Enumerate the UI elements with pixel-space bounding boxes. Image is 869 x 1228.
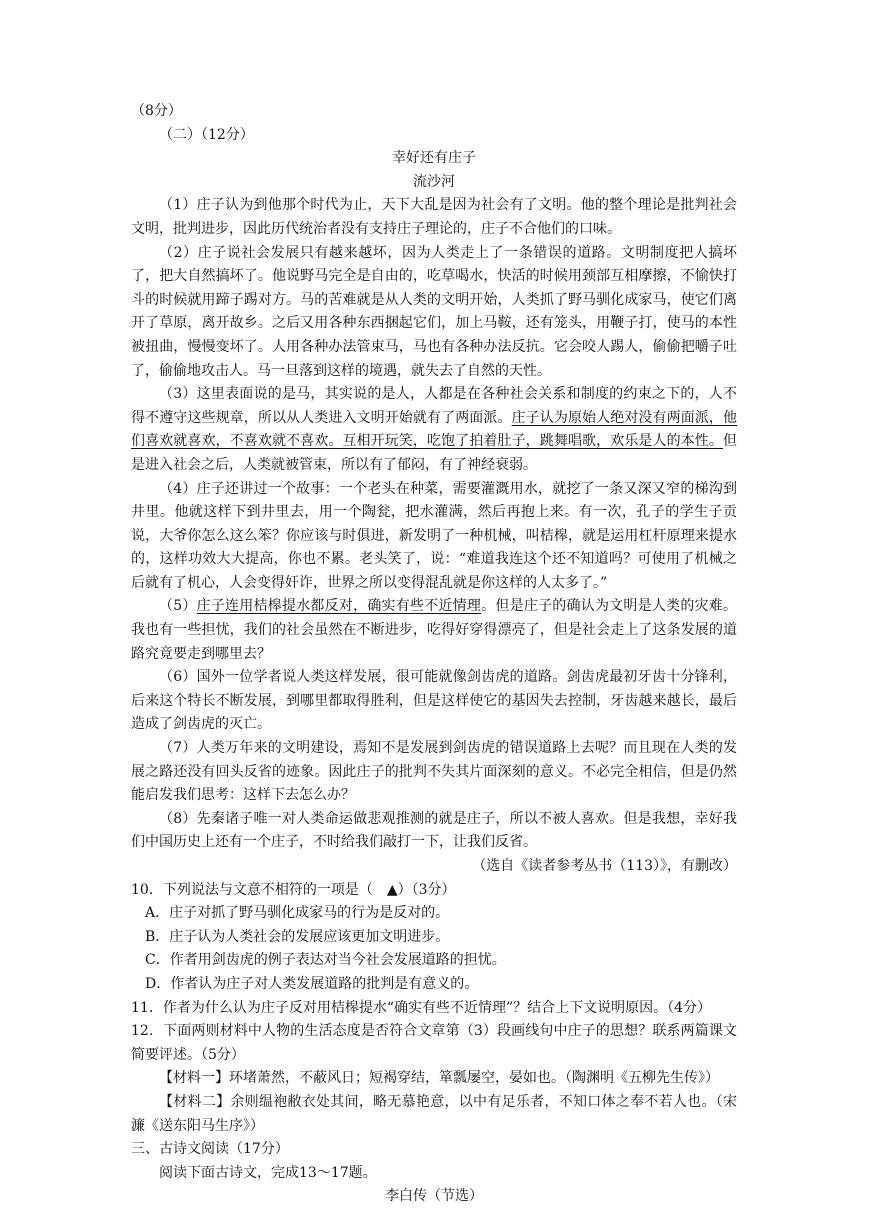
article-paragraph-1: （1）庄子认为到他那个时代为止，天下大乱是因为社会有了文明。他的整个理论是批判社会文明，批判进步，因此历代统治者没有支持庄子理论的，庄子不合他们的口味。 bbox=[131, 197, 737, 237]
p5-underlined-sentence: 庄子连用桔槔提水都反对，确实有些不近情理 bbox=[196, 598, 482, 615]
article-source: （选自《读者参考丛书（113）》，有删改） bbox=[472, 858, 737, 874]
question-10-option-c: C．作者用剑齿虎的例子表达对当今社会发展道路的担忧。 bbox=[145, 952, 506, 969]
section-3-header: 三、古诗文阅读（17分） bbox=[131, 1141, 289, 1158]
p3-text-after: 但是进入社会之后，人类就被管束，所以有了郁闷，有了神经衰弱。 bbox=[131, 433, 737, 473]
question-10-stem: 10．下列说法与文意不相符的一项是（ ▲）（3分） bbox=[131, 881, 456, 898]
previous-score: （8分） bbox=[131, 103, 182, 119]
section-2-header: （二）（12分） bbox=[159, 126, 254, 143]
article-paragraph-4: （4）庄子还讲过一个故事：一个老头在种菜，需要灌溉用水，就挖了一条又深又窄的梯沟到井里。他就这样下到井里去，用一个陶瓮，把水灌满，然后再抱上来。有一次，孔子的学生子贡说，大爷你怎么这么笨？你应该与时俱进，新发明了一种机械，叫桔槔，就是运用杠杆原理来提水的，这样功效大大提高，你也不累。老头笑了，说：“难道我连这个还不知道吗？可使用了机械之后就有了机心，人会变得奸诈，世界之所以变得混乱就是你这样的人太多了。” bbox=[131, 480, 737, 591]
poem-passage-title: 李白传（节选） bbox=[385, 1188, 483, 1205]
article-paragraph-8: （8）先秦诸子唯一对人类命运做悲观推测的就是庄子，所以不被人喜欢。但是我想，幸好我们中国历史上还有一个庄子，不时给我们敲打一下，让我们反省。 bbox=[131, 810, 737, 851]
question-10-option-a: A．庄子对抓了野马驯化成家马的行为是反对的。 bbox=[145, 905, 450, 922]
question-11: 11．作者为什么认为庄子反对用桔槔提水“确实有些不近情理”？结合上下文说明原因。（4分） bbox=[131, 999, 712, 1016]
article-paragraph-7: （7）人类万年来的文明建设，焉知不是发展到剑齿虎的错误道路上去呢？而且现在人类的发展之路还没有回头反省的迹象。因此庄子的批判不失其片面深刻的意义。不必完全相信，但是仍然能启发我们思考：这样下去怎么办？ bbox=[131, 740, 737, 804]
material-1: 【材料一】环堵萧然，不蔽风日；短褐穿结，箪瓢屡空，晏如也。（陶渊明《五柳先生传》） bbox=[159, 1070, 719, 1087]
section-3-instruction: 阅读下面古诗文，完成13～17题。 bbox=[159, 1164, 377, 1181]
article-author: 流沙河 bbox=[413, 173, 455, 190]
p5-text-after: 。但是庄子的确认为文明是人类的灾难。我也有一些担忧，我们的社会虽然在不断进步，吃得好穿得漂亮了，但是社会走上了这条发展的道路究竟要走到哪里去？ bbox=[131, 598, 737, 662]
question-12: 12．下面两则材料中人物的生活态度是否符合文章第（3）段画线句中庄子的思想？联系两篇课文简要评述。（5分） bbox=[131, 1023, 737, 1063]
article-paragraph-3 bbox=[131, 383, 737, 477]
p3-underlined-sentence: 庄子认为原始人绝对没有两面派，他们喜欢就喜欢，不喜欢就不喜欢。互相开玩笑，吃饱了拍着肚子，跳舞唱歌，欢乐是人的本性。 bbox=[131, 409, 738, 450]
exam-page bbox=[131, 100, 737, 1209]
p5-number: （5） bbox=[159, 598, 197, 615]
article-paragraph-2: （2）庄子说社会发展只有越来越坏，因为人类走上了一条错误的道路。文明制度把人搞坏了，把大自然搞坏了。他说野马完全是自由的，吃草喝水，快活的时候用颈部互相摩擦，不愉快打斗的时候就用蹄子踢对方。马的苦难就是从人类的文明开始，人类抓了野马驯化成家马，使它们离开了草原，离开故乡。之后又用各种东西捆起它们，加上马鞍，还有笼头，用鞭子打，使马的本性被扭曲，慢慢变坏了。人用各种办法管束马，马也有各种办法反抗。它会咬人踢人，偷偷把嚼子吐了，偷偷地攻击人。马一旦落到这样的境遇，就失去了自然的天性。 bbox=[131, 244, 737, 379]
p3-text-before: （3）这里表面说的是马，其实说的是人，人都是在各种社会关系和制度的约束之下的，人不得不遵守这些规章，所以从人类进入文明开始就有了两面派。 bbox=[131, 386, 737, 426]
question-10-option-d: D．作者认为庄子对人类发展道路的批判是有意义的。 bbox=[145, 975, 479, 992]
article-title: 幸好还有庄子 bbox=[392, 150, 476, 167]
article-paragraph-5 bbox=[131, 595, 737, 666]
material-2: 【材料二】余则缊袍敝衣处其间，略无慕艳意，以中有足乐者，不知口体之奉不若人也。（宋濂《送东阳马生序》） bbox=[131, 1093, 737, 1134]
article-paragraph-6: （6）国外一位学者说人类这样发展，很可能就像剑齿虎的道路。剑齿虎最初牙齿十分锋利，后来这个特长不断发展，到哪里都取得胜利，但是这样使它的基因失去控制，牙齿越来越长，最后造成了剑齿虎的灭亡。 bbox=[131, 669, 737, 733]
question-10-option-b: B．庄子认为人类社会的发展应该更加文明进步。 bbox=[145, 928, 450, 945]
